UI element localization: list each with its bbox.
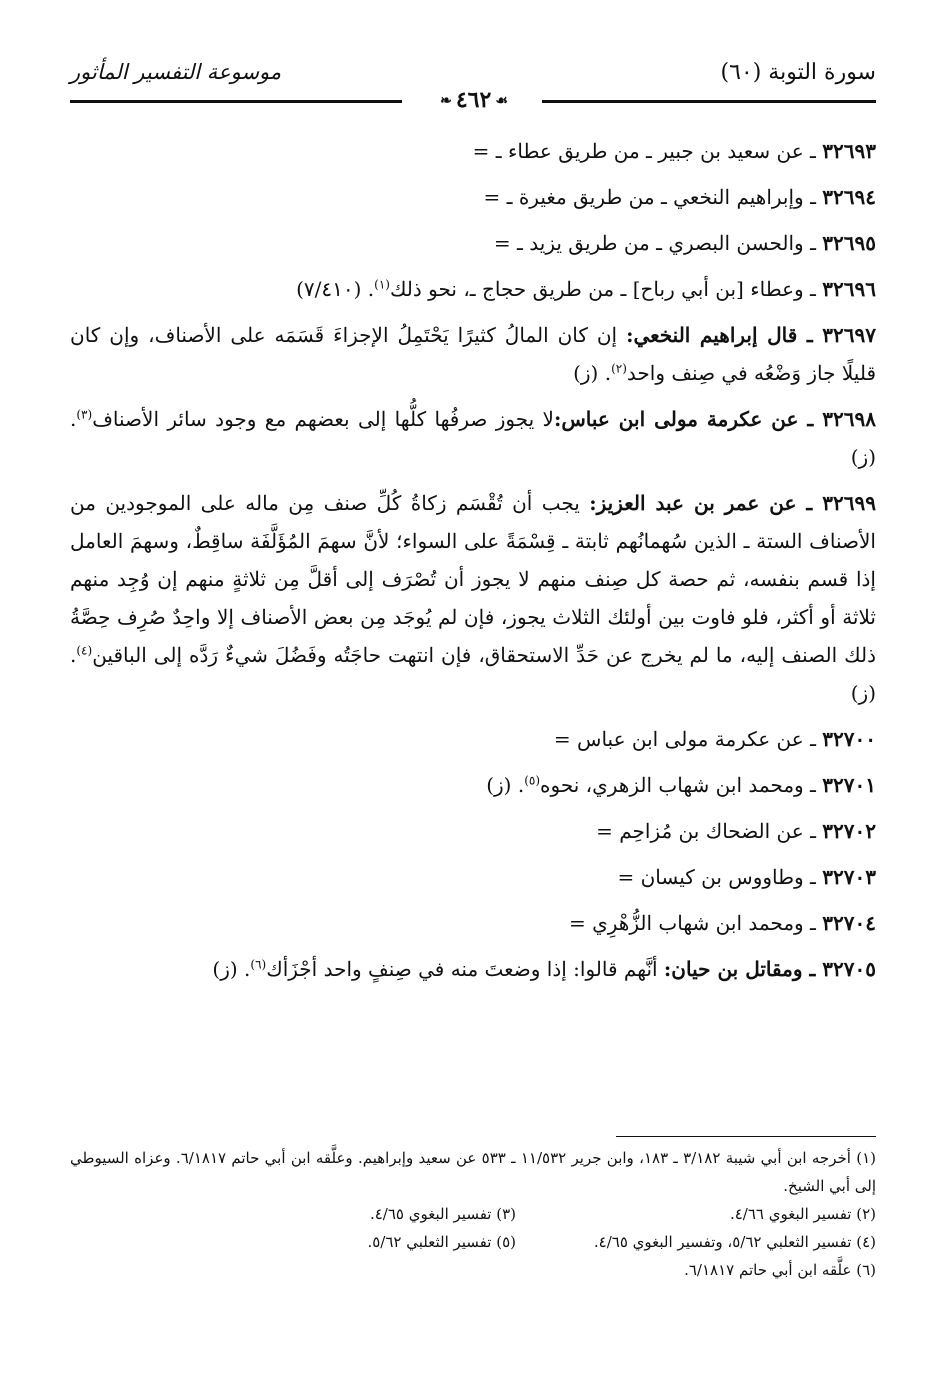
page-number: ٤٦٢	[455, 87, 492, 113]
entry	[70, 224, 876, 262]
entry-number: ٣٢٦٩٥	[822, 231, 876, 255]
entry-text: ـ وطاووس بن كيسان =	[617, 865, 823, 889]
footnote-5: (٥) تفسير الثعلبي ٥/٦٢.	[367, 1233, 516, 1251]
footnote-1: (١) أخرجه ابن أبي شيبة ٣/١٨٢ ـ ١٨٣، وابن جرير ١١/٥٣٢ ـ ٥٣٣ عن سعيد وإبراهيم. وعلَّقه ابن أبي حاتم ٦/١٨١٧. وعزاه السيوطي إلى أبي الشيخ.	[70, 1149, 876, 1195]
entry	[70, 132, 876, 170]
footnote-4: (٤) تفسير الثعلبي ٥/٦٢، وتفسير البغوي ٤/٦٥.	[593, 1233, 876, 1251]
entry-number: ٣٢٦٩٦	[822, 277, 876, 301]
footnote-ref: (٢)	[611, 361, 627, 376]
ornament-right-icon: ☙	[495, 93, 508, 109]
entry-lead: ـ عن عمر بن عبد العزيز:	[589, 491, 823, 515]
entry-text: ـ ومحمد ابن شهاب الزُّهْرِي =	[569, 911, 823, 935]
entry-tail: . (ز)	[212, 957, 251, 981]
footnote-ref: (١)	[374, 277, 390, 292]
page-body	[70, 132, 876, 996]
entry-tail: . (ز)	[70, 643, 876, 705]
entry-text: ـ وعطاء [بن أبي رباح] ـ من طريق حجاج ـ، نحو ذلك	[389, 277, 823, 301]
entry-tail: . (ز)	[573, 361, 612, 385]
footnote-row	[70, 1200, 876, 1228]
entry	[70, 316, 876, 392]
entry-tail: . (ز)	[70, 407, 876, 469]
entry	[70, 858, 876, 896]
entry-lead: ـ عن عكرمة مولى ابن عباس:	[553, 407, 823, 431]
entry-number: ٣٢٦٩٩	[822, 491, 876, 515]
footnote-row	[70, 1228, 876, 1256]
entry-text: ـ ومحمد ابن شهاب الزهري، نحوه	[540, 773, 823, 797]
entry	[70, 270, 876, 308]
footnote-6: (٦) علَّقه ابن أبي حاتم ٦/١٨١٧.	[684, 1261, 876, 1279]
header-rule-left	[70, 100, 402, 103]
entry-text: أنَّهم قالوا: إذا وضعتَ منه في صِنفٍ واحد أجْزَأك	[266, 957, 664, 981]
entry	[70, 766, 876, 804]
header-rule-right	[542, 100, 876, 103]
entry-text: ـ وإبراهيم النخعي ـ من طريق مغيرة ـ =	[483, 185, 823, 209]
entry-text: لا يجوز صرفُها كلُّها إلى بعضهم مع وجود سائر الأصناف	[92, 407, 554, 431]
entry	[70, 904, 876, 942]
footnote-ref: (٣)	[76, 407, 93, 422]
entry-number: ٣٢٧٠١	[822, 773, 876, 797]
ornament-left-icon: ❧	[440, 93, 452, 109]
entry	[70, 720, 876, 758]
entry-text: ـ عن عكرمة مولى ابن عباس =	[553, 727, 823, 751]
entry-text: يجب أن تُقْسَم زكاةُ كُلِّ صنف مِن ماله على الموجودين من الأصناف الستة ـ الذين سُهمانُهم ثابتة ـ قِسْمَةً على السواء؛ لأنَّ سهمَ المُؤَلَّفَة ساقِطٌ، وسهمَ العامل إذا قسم بنفسه، ثم حصة كل صِنف منهم لا يجوز أن تُصْرَف إلى أقلَّ مِن ثلاثةٍ منهم إن وُجِد منهم ثلاثة أو أكثر، فلو فاوت بين أولئك الثلاث يجوز، فإن لم يُوجَد مِن بعض الأصناف إلا واحِدٌ صُرِف حِصَّةُ ذلك الصنف إليه، ما لم يخرج عن حَدِّ الاستحقاق، فإن انتهت حاجَتُه وفَضُلَ شيءٌ رَدَّه إلى الباقين	[70, 491, 876, 667]
entry-number: ٣٢٧٠٣	[822, 865, 876, 889]
entry-text: ـ والحسن البصري ـ من طريق يزيد ـ =	[493, 231, 823, 255]
entry-lead: ـ ومقاتل بن حيان:	[663, 957, 823, 981]
page-number-block	[415, 87, 533, 113]
page-header	[70, 58, 876, 118]
entry-number: ٣٢٧٠٤	[822, 911, 876, 935]
book-title: موسوعة التفسير المأثور	[70, 60, 282, 84]
entry-number: ٣٢٦٩٧	[822, 323, 876, 347]
entry-tail: . (ز)	[486, 773, 525, 797]
entry-tail: . (٧/٤١٠)	[296, 277, 375, 301]
footnotes	[70, 1144, 876, 1284]
footnote-ref: (٤)	[76, 643, 93, 658]
entry	[70, 400, 876, 476]
footnote-ref: (٦)	[250, 957, 267, 972]
footnote-2: (٢) تفسير البغوي ٤/٦٦.	[729, 1205, 876, 1223]
entry-number: ٣٢٧٠٠	[822, 727, 876, 751]
entry	[70, 178, 876, 216]
footnote-ref: (٥)	[524, 773, 541, 788]
entry-text: إن كان المالُ كثيرًا يَحْتَمِلُ الإجزاءَ قَسَمَه على الأصناف، وإن كان قليلًا جاز وَضْعُه في صِنف واحد	[70, 323, 876, 385]
entry-number: ٣٢٦٩٨	[822, 407, 876, 431]
surah-title: سورة التوبة (٦٠)	[720, 60, 876, 85]
entry-text: ـ عن سعيد بن جبير ـ من طريق عطاء ـ =	[472, 139, 823, 163]
entry-number: ٣٢٦٩٣	[822, 139, 876, 163]
entry-lead: ـ قال إبراهيم النخعي:	[626, 323, 823, 347]
entry	[70, 950, 876, 988]
entry	[70, 484, 876, 712]
entry-number: ٣٢٧٠٢	[822, 819, 876, 843]
footnote-3: (٣) تفسير البغوي ٤/٦٥.	[369, 1205, 516, 1223]
entry	[70, 812, 876, 850]
entry-text: ـ عن الضحاك بن مُزاحِم =	[596, 819, 823, 843]
entry-number: ٣٢٧٠٥	[822, 957, 876, 981]
entry-number: ٣٢٦٩٤	[822, 185, 876, 209]
footnote-separator	[616, 1136, 876, 1137]
